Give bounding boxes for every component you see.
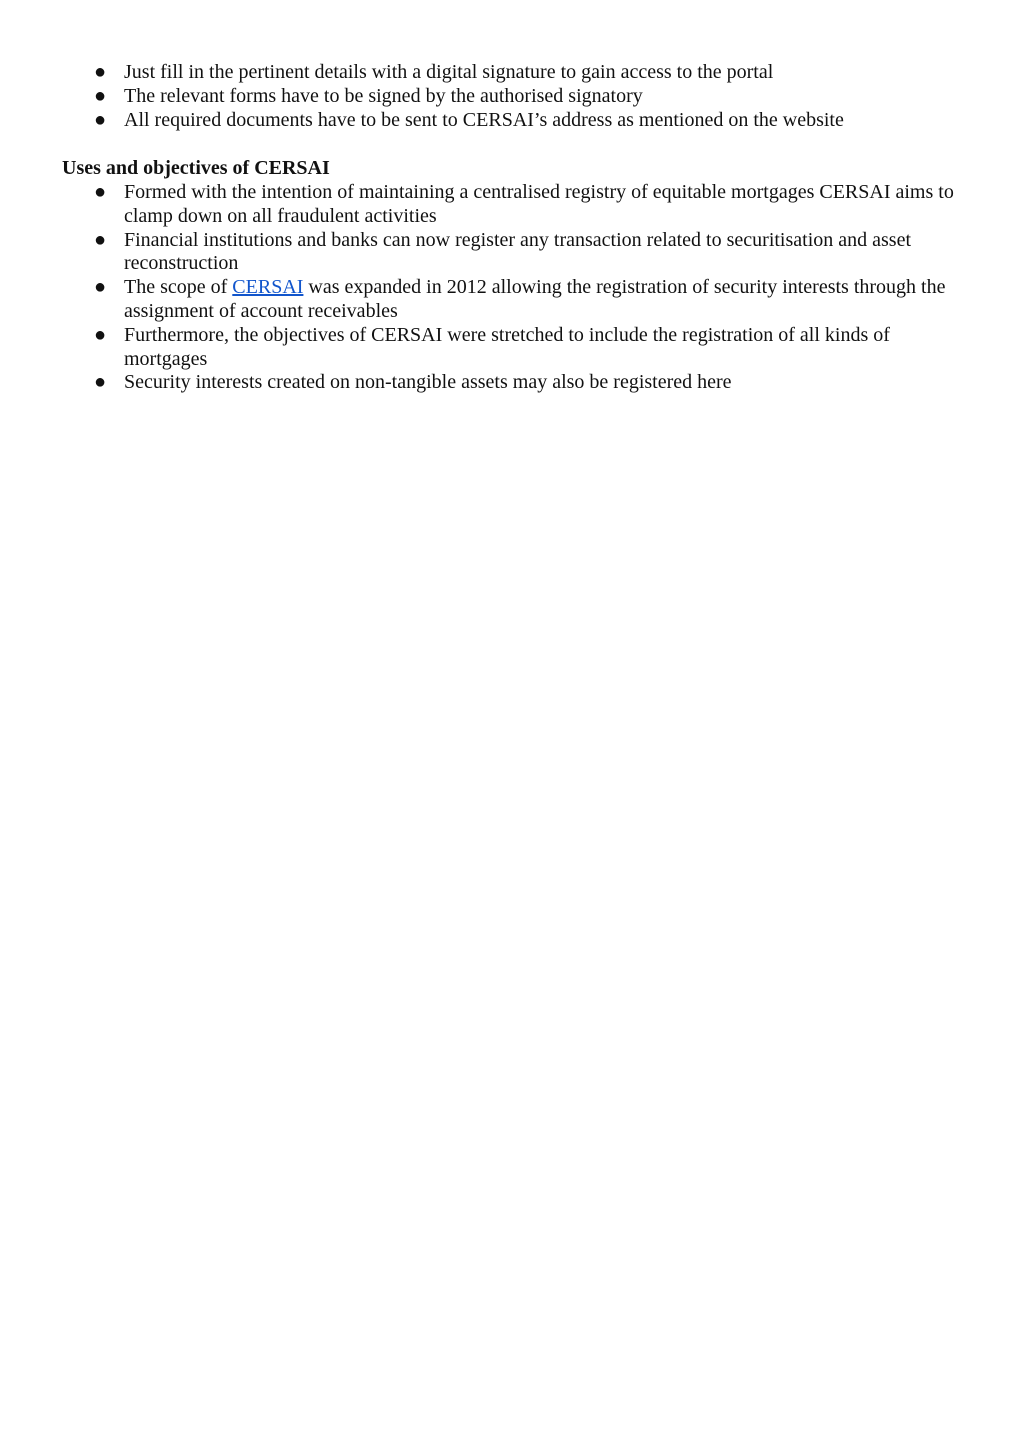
bullet-icon: ● <box>94 108 107 131</box>
list-item-text-after-link: was expanded in 2012 allowing the registration of security interests through the assignment of account receivables <box>124 276 946 322</box>
list-item-text: Formed with the intention of maintaining a centralised registry of equitable mortgages CERSAI aims to clamp down on all fraudulent activities <box>124 181 954 227</box>
cersai-link[interactable]: CERSAI <box>232 276 304 299</box>
list-item-text: Furthermore, the objectives of CERSAI were stretched to include the registration of all kinds of mortgages <box>124 323 890 370</box>
objectives-bullet-list <box>0 181 1024 395</box>
section-heading: Uses and objectives of CERSAI <box>62 157 330 179</box>
list-item <box>0 229 1024 277</box>
bullet-icon: ● <box>94 276 107 299</box>
bullet-icon: ● <box>94 371 107 394</box>
list-item-text: All required documents have to be sent to CERSAI’s address as mentioned on the website <box>124 108 844 131</box>
list-item <box>0 61 1024 85</box>
list-item <box>0 181 1024 229</box>
bullet-icon: ● <box>94 228 107 251</box>
bullet-icon: ● <box>94 61 107 83</box>
bullet-icon: ● <box>94 181 107 203</box>
list-item-text: Just fill in the pertinent details with a digital signature to gain access to the portal <box>124 61 774 83</box>
list-item-text: Security interests created on non-tangible assets may also be registered here <box>124 371 732 394</box>
list-item <box>0 371 1024 395</box>
list-item <box>0 109 1024 133</box>
list-item-text-before-link: The scope of <box>124 276 233 299</box>
list-item-text: Financial institutions and banks can now register any transaction related to securitisation and asset reconstruction <box>124 228 912 275</box>
list-item-text: The relevant forms have to be signed by the authorised signatory <box>124 84 643 107</box>
list-item <box>0 85 1024 109</box>
bullet-icon: ● <box>94 323 107 346</box>
bullet-icon: ● <box>94 84 107 107</box>
intro-bullet-list <box>0 61 1024 132</box>
list-item <box>0 276 1024 324</box>
list-item <box>0 324 1024 372</box>
